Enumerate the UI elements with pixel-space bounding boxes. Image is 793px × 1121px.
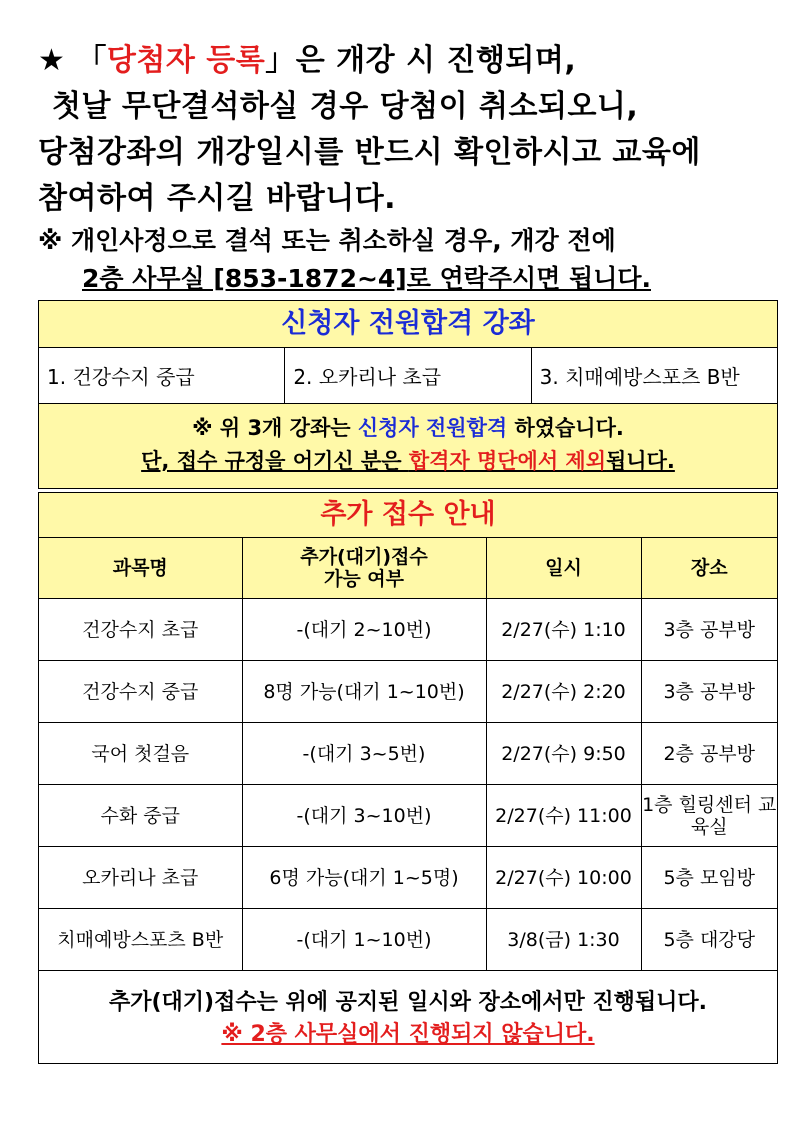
cell-place: 1층 힐링센터 교육실 xyxy=(641,785,777,847)
all-pass-message-1: ※ 위 3개 강좌는 신청자 전원합격 하였습니다. xyxy=(192,416,624,440)
table-row xyxy=(39,785,777,847)
cell-course: 건강수지 중급 xyxy=(39,661,242,723)
all-pass-section xyxy=(38,300,778,489)
notice-sub-2: 2층 사무실 [853-1872~4]로 연락주시면 됩니다. xyxy=(82,264,651,293)
cell-datetime: 2/27(수) 9:50 xyxy=(486,723,641,785)
all-pass-course-1: 1. 건강수지 중급 xyxy=(39,348,285,403)
all-pass-message xyxy=(39,404,777,488)
cell-datetime: 2/27(수) 10:00 xyxy=(486,847,641,909)
cell-course: 치매예방스포츠 B반 xyxy=(39,909,242,971)
cell-availability: -(대기 2~10번) xyxy=(242,599,486,661)
table-row xyxy=(39,909,777,971)
extra-registration-section xyxy=(38,492,778,1064)
footer-line-2: ※ 2층 사무실에서 진행되지 않습니다. xyxy=(221,1022,595,1047)
table-row xyxy=(39,847,777,909)
winner-notice xyxy=(38,38,768,298)
all-pass-course-2: 2. 오카리나 초급 xyxy=(285,348,531,403)
header-course: 과목명 xyxy=(39,538,242,599)
cell-availability: 6명 가능(대기 1~5명) xyxy=(242,847,486,909)
extra-registration-title: 추가 접수 안내 xyxy=(39,493,777,538)
cell-place: 3층 공부방 xyxy=(641,599,777,661)
table-row xyxy=(39,599,777,661)
notice-line-1: ★ 「당첨자 등록」은 개강 시 진행되며, xyxy=(38,43,577,78)
notice-line-2: 첫날 무단결석하실 경우 당첨이 취소되오니, xyxy=(52,89,639,124)
cell-datetime: 2/27(수) 2:20 xyxy=(486,661,641,723)
cell-datetime: 2/27(수) 11:00 xyxy=(486,785,641,847)
all-pass-course-3: 3. 치매예방스포츠 B반 xyxy=(539,365,740,389)
cell-place: 2층 공부방 xyxy=(641,723,777,785)
cell-course: 오카리나 초급 xyxy=(39,847,242,909)
table-header-row xyxy=(39,538,777,599)
cell-place: 5층 대강당 xyxy=(641,909,777,971)
all-pass-message-2: 단, 접수 규정을 어기신 분은 합격자 명단에서 제외됩니다. xyxy=(141,449,675,473)
star-icon: ★ xyxy=(38,43,66,78)
cell-availability: 8명 가능(대기 1~10번) xyxy=(242,661,486,723)
notice-line-4: 참여하여 주시길 바랍니다. xyxy=(38,181,397,216)
cell-course: 건강수지 초급 xyxy=(39,599,242,661)
cell-datetime: 2/27(수) 1:10 xyxy=(486,599,641,661)
header-availability: 추가(대기)접수 가능 여부 xyxy=(242,538,486,599)
cell-availability: -(대기 3~10번) xyxy=(242,785,486,847)
header-datetime: 일시 xyxy=(486,538,641,599)
extra-registration-table xyxy=(39,538,777,971)
footer-line-1: 추가(대기)접수는 위에 공지된 일시와 장소에서만 진행됩니다. xyxy=(108,990,708,1015)
cell-place: 3층 공부방 xyxy=(641,661,777,723)
notice-line-3: 당첨강좌의 개강일시를 반드시 확인하시고 교육에 xyxy=(38,135,701,170)
cell-course: 수화 중급 xyxy=(39,785,242,847)
cell-course: 국어 첫걸음 xyxy=(39,723,242,785)
header-place: 장소 xyxy=(641,538,777,599)
table-row xyxy=(39,661,777,723)
cell-availability: -(대기 1~10번) xyxy=(242,909,486,971)
all-pass-title: 신청자 전원합격 강좌 xyxy=(39,301,777,348)
notice-sub-1: ※ 개인사정으로 결석 또는 취소하실 경우, 개강 전에 xyxy=(38,226,616,255)
extra-registration-footer xyxy=(39,971,777,1063)
cell-availability: -(대기 3~5번) xyxy=(242,723,486,785)
cell-datetime: 3/8(금) 1:30 xyxy=(486,909,641,971)
table-row xyxy=(39,723,777,785)
winner-registration-text: 당첨자 등록 xyxy=(106,43,266,78)
cell-place: 5층 모임방 xyxy=(641,847,777,909)
all-pass-course-list xyxy=(39,348,777,404)
